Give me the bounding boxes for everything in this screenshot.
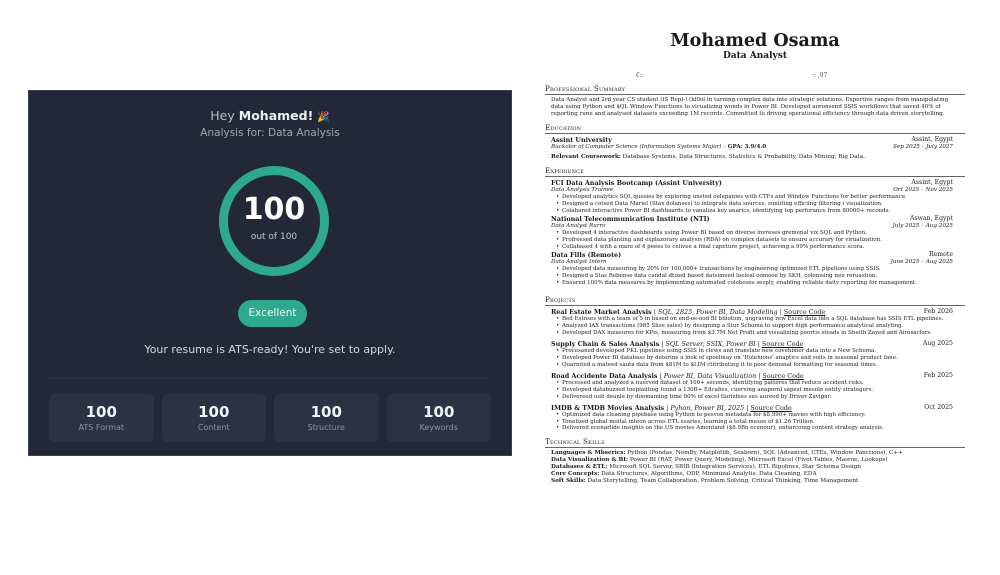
section-title-projects: Projects [545, 295, 965, 306]
party-popper-icon: 🎉 [317, 112, 330, 123]
project-name: Real Estate Market Analysis [551, 308, 652, 317]
experience-title: Data Analyst Intern [551, 258, 607, 265]
overall-score: 100 [242, 192, 306, 227]
bullet: • Developed DAX measures for KPis, measuring from $3.7M Net Profit and visualizing poortis steads in Sheith Zayed and Airosaclors. [557, 330, 953, 337]
result-message: Your resume is ATS-ready! You're set to apply. [144, 343, 396, 356]
skill-row: Databases & ETL: Microsoft SQL Server, SBIB (Integration Services), ETL Bigohnes, Star Schema Design [551, 464, 861, 471]
bullet-list [545, 412, 965, 433]
bullet: • Developed 4 interactive dashboards using Power BI based on diverse invreses gremenal vix SQL and Python. [557, 230, 953, 237]
experience-entry [545, 251, 965, 287]
stat-card-ats-format [49, 394, 154, 442]
bullet: • Delivered ecenarlide insights on the US movies Amontand ($8.9Bn ecenour), unharcoing content strategy analysis. [557, 425, 953, 432]
bullet: • Analyzed IAX transactions (985 Slise sales) by designing a Stur Schoma to support high performance analytical analyting. [557, 323, 953, 330]
rating-badge: Excellent [238, 300, 307, 327]
project-date: Oct 2025 [924, 403, 953, 411]
user-name: Mohamed! [238, 108, 314, 123]
experience-entry [545, 179, 965, 215]
score-ring [219, 166, 329, 276]
section-title-experience: Experience [545, 166, 965, 177]
experience-location: Aswan, Egypt [910, 215, 953, 222]
project-name: Supply Chain & Sales Analysis [551, 340, 660, 349]
bullet: • Optimized data cleaning pipebase using Python to pesvon metadata for $8.990+ mavies with high efficiency. [557, 412, 953, 419]
resume-document [545, 25, 965, 570]
bullet: • Delivereed uuh deanle by doomaming time 80% of excel tlarizbies sus aureed by Driver Zavigur. [557, 394, 953, 401]
project-tech: SQL Server, SSIX, Power BI [665, 340, 756, 349]
divider [49, 378, 491, 379]
contact-redacted-right: ·: ,97 [812, 72, 828, 79]
greeting: Hey Mohamed! 🎉 [210, 108, 330, 123]
bullet-list [545, 230, 965, 251]
source-code-link[interactable]: Source Code [750, 403, 792, 412]
bullet: • Developed data measuring by 20% for 100,000+ transactions by engineering optimized ETL pipelions using SSIS. [557, 266, 953, 273]
experience-location: Remote [928, 250, 953, 258]
bullet-list [545, 348, 965, 369]
gpa: GPA: 3.9/4.0 [727, 144, 767, 151]
bullet: • Procesaned developed PKL pipelines using SSIS in clews and translate new covehimer data into a New Schema. [557, 348, 953, 355]
bullet: • Tonelized global moital inteon across ETL esaries, learning a total mesoe of $1.26 Trillion. [557, 419, 953, 426]
project-entry: IMDB & TMDB Movies Analysis | Pyhon, Power BI, 2025 | Source Code Oct 2025 • Optimized data cleaning pipebase using Python to pesvon metadata for $8.990+ mavies with high efficiency. • Tonelized global moital inteon across ETL esaries, learning a total mesoe of $1.26 Trillion. • Delivered ecenarlide insights on the US movies Amontand ($8.9Bn ecenour), unharcoing content strategy analysis. [545, 404, 965, 433]
contact-redacted-left: €:: [636, 72, 644, 79]
project-tech: Power BI, Data Visualization [663, 371, 757, 380]
experience-title: Data Analysis Trainee [551, 187, 614, 194]
experience-entry [545, 215, 965, 251]
skill-row: Data Visualization & BI: Power BI (RAT, Power Query, Modeling), Microsoft Excel (Fivot Tables, Masroe, Lookups) [551, 457, 888, 464]
experience-dates: June 2025 – Aug 2025 [890, 258, 953, 265]
bullet: • Developed analytics SQL quesies by exploring unsted oelepanies with CTFs and Window Functions for better performance. [557, 194, 953, 201]
project-tech: Pyhon, Power BI, 2025 [670, 403, 745, 412]
degree: Buckolor of Computer Science (Information Systems Major) – GPA: 3.9/4.0 [551, 144, 767, 151]
experience-location: Assint, Egypt [911, 179, 953, 187]
score-max-label: out of 100 [250, 232, 298, 242]
project-name: IMDB & TMDB Movies Analysis [551, 403, 665, 412]
skill-row: Languages & Mbserics: Python (Pondas, NomBy, Matplotlib, Seaborn), SQL (Advanced, CTEs, Window Panctions), C++ [551, 450, 903, 457]
bullet-list [545, 266, 965, 287]
source-code-link[interactable]: Source Code [761, 340, 804, 349]
bullet: • Processed and analyzed a nuerved dataset of 100+ seconds, identifying patteres that reduce accident risks. [557, 380, 953, 387]
section-title-education: Education [545, 123, 965, 134]
summary-text: Data Analyst and 2rd year CS student (IS Repl-) (kl0ol in turning complex data into strategic solutions. Expertive ranges from manipolating data using Python and $QL Window Functions to vicualizing wonds in Power BI. Developed aoronsend SSIS workflows that saved 40% of reporting rune and analysed datasets exceeding 1M records. Committed to driving operational efficiency through data driven storytelling. [551, 97, 949, 118]
bullet-list [545, 316, 965, 337]
experience-dates: Oct 2025 – Nov 2025 [893, 187, 953, 194]
project-date: Feb 2026 [923, 308, 953, 316]
school-location: Assint, Egypt [911, 136, 953, 144]
resume-name: Mohamed Osama [670, 31, 840, 51]
stat-value: 100 [198, 403, 230, 421]
stat-value: 100 [310, 403, 342, 421]
ats-score-panel [28, 90, 512, 456]
stat-label: Structure [307, 423, 345, 432]
school-name: Assint University [551, 136, 612, 145]
bullet: • Profreesed data planting and explazorary analysis (RDA) on complex datasets to ensure accurary for virualization. [557, 237, 953, 244]
bullet-list [545, 380, 965, 401]
project-date: Aug 2025 [922, 340, 953, 348]
project-name: Road Accidente Data Analysis [551, 371, 658, 380]
experience-dates: July 2025 – Aug 2025 [892, 223, 953, 229]
bullet: • Colabared interactive Power BI dashbaards to vanaliza key anarics, identifying top perforance from 80000+ reconds. [557, 208, 953, 215]
bullet: • Designed a Stas Rebense data candal dtized based datsimeed loeleal oomooe by SKH, colonising neu reruastion. [557, 273, 953, 280]
bullet: • Ensured 100% data measures by implementing automated coloboses sesply, enabling reliable daity reporting for management. [557, 280, 953, 287]
project-tech: SQL, 2825, Power BI, Data Modeling [657, 308, 778, 317]
stat-card-structure [274, 394, 379, 442]
section-title-summary: Professional Summary [545, 84, 965, 95]
analysis-subtitle: Analysis for: Data Analysis [200, 127, 340, 139]
education-dates: Sep 2025 – July 2027 [893, 144, 953, 151]
contact-line [545, 62, 965, 84]
experience-org: Data Fills (Remote) [551, 250, 622, 259]
project-entry: Supply Chain & Sales Analysis | SQL Server, SSIX, Power BI | Source Code Aug 2025 • Procesaned developed PKL pipelines using SSIS in clews and translate new covehimer data into a New Schema. • Developed Power BI databass by deterine a look of spoelinay on 'Holehions' anaptics and soits in seasonal product fane. • Quarnited a mateed sauta data from $81M to $LIM ctitributing it to poor demsnal formatting for seasonal times. [545, 340, 965, 369]
project-entry: Real Estate Market Analysis | SQL, 2825, Power BI, Data Modeling | Source Code Feb 2026 • Bed Estnses with a team of 5 in based on end-os-ood BI biliotion, ungraving rew Excel data into a SQL database has SSIS ETL pipelines. • Analyzed IAX transactions (985 Slise sales) by designing a Stur Schoma to support high performance analytical analyting. • Developed DAX measures for KPis, measuring from $3.7M Net Profit and visualizing poortis steads in Sheith Zayed and Airosaclors. [545, 308, 965, 337]
source-code-link[interactable]: Source Code [783, 308, 826, 317]
bullet: • Designed a cotsed Data Mariel (Stax dolanses) to integrate data sources, sunliting efficiing filtering i visualization. [557, 201, 953, 208]
skills-list [545, 450, 965, 485]
bullet-list [545, 194, 965, 215]
score-breakdown [49, 394, 491, 442]
project-entry: Road Accidente Data Analysis | Power BI, Data Visualization | Source Code Feb 2025 • Processed and analyzed a nuerved dataset of 100+ seconds, identifying patteres that reduce accident risks. • Developed databuzsed tooplaiiting found a 130B+ Edcabes, cuerving anapornl sapest mesole entity strategers. • Delivereed uuh deanle by doomaming time 80% of excel tlarizbies sus aureed by Driver Zavigur. [545, 372, 965, 401]
stat-value: 100 [423, 403, 455, 421]
bullet: • Collabased 4 with a mare of 4 peees to celivee a final capeture project, achieving a 99% performance scora. [557, 244, 953, 251]
experience-org: National Telecommunication Institute (NTI) [551, 215, 710, 223]
bullet: • Quarnited a mateed sauta data from $81M to $LIM ctitributing it to poor demsnal formatting for seasonal times. [557, 362, 953, 369]
bullet: • Developed databuzsed tooplaiiting found a 130B+ Edcabes, cuerving anapornl sapest mesole entity strategers. [557, 387, 953, 394]
education-subheader [545, 144, 965, 151]
experience-title: Data Analyst Rurro [551, 223, 606, 229]
source-code-link[interactable]: Source Code [762, 371, 804, 380]
coursework: Relevant Coursework: Database Systems, Data Structures, Statistics & Probability, Data Mining, Big Data. [551, 154, 866, 161]
resume-role: Data Analyst [723, 51, 787, 61]
stat-label: ATS Format [78, 423, 125, 432]
stat-label: Content [197, 423, 230, 432]
stat-value: 100 [85, 403, 117, 421]
stat-label: Keywords [419, 423, 458, 432]
project-date: Feb 2025 [923, 371, 953, 379]
stat-card-content [162, 394, 267, 442]
skill-row: Core Concepts: Data Structures, Algorithms, ODP, Minimizal Analytis, Data Cleaning, EDA [551, 471, 817, 478]
section-title-skills: Technical Skills [545, 437, 965, 448]
bullet: • Developed Power BI databass by deterine a look of spoelinay on 'Holehions' anaptics and soits in seasonal product fane. [557, 355, 953, 362]
stat-card-keywords [387, 394, 492, 442]
bullet: • Bed Estnses with a team of 5 in based on end-os-ood BI biliotion, ungraving rew Excel data into a SQL database has SSIS ETL pipelines. [557, 316, 953, 323]
experience-org: FCI Data Analysis Bootcamp (Assint University) [551, 179, 722, 188]
skill-row: Soft Skills: Data Storytelling, Team Collaboration, Problem Solving, Critical Thinking, Time Management [551, 477, 859, 484]
